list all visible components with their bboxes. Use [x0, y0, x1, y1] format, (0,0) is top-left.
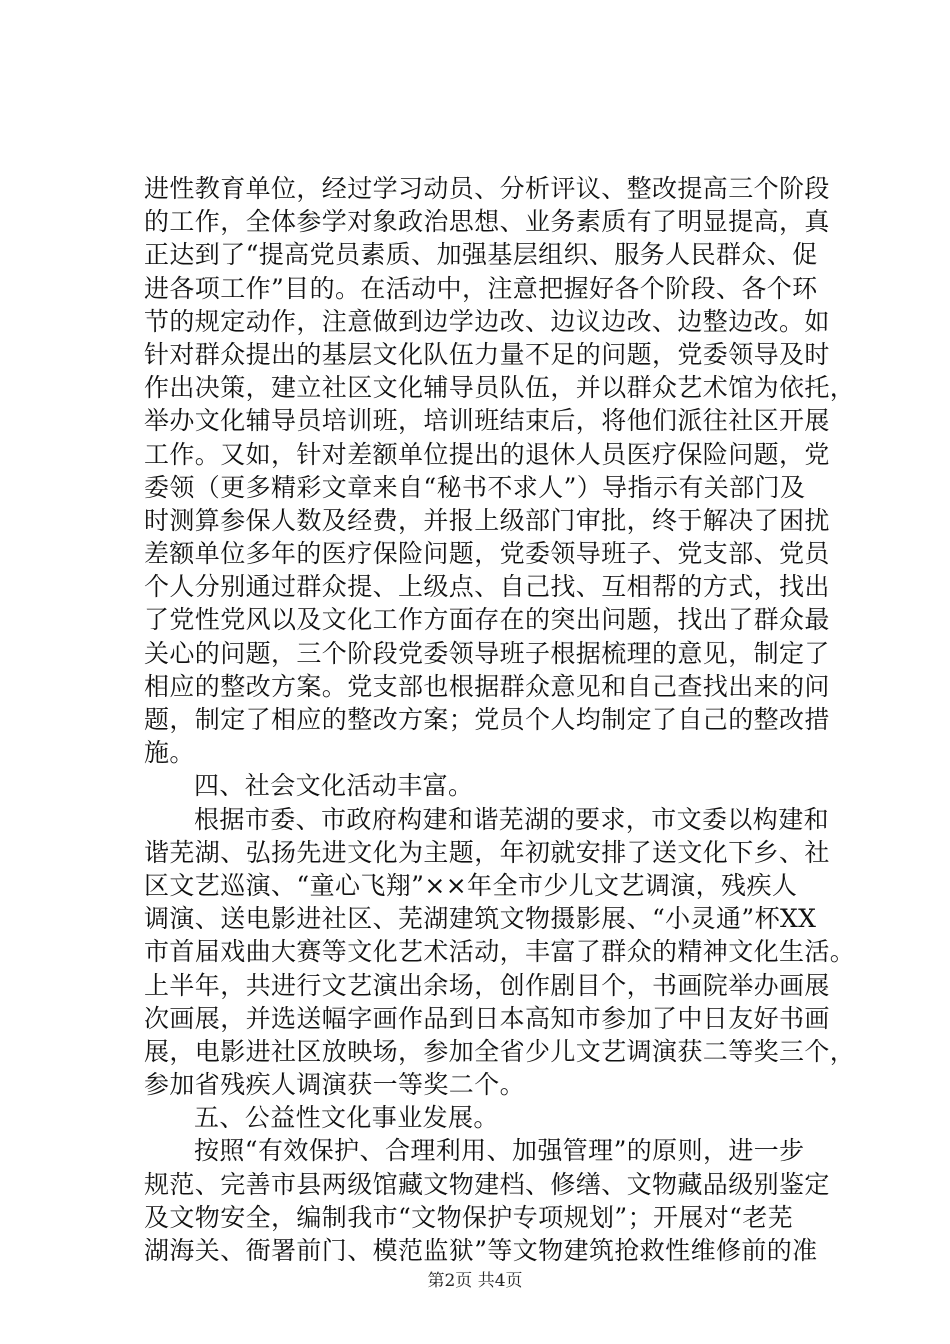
text-line: 节的规定动作，注意做到边学边改、边议边改、边整边改。如: [144, 306, 830, 336]
text-line: 参加省残疾人调演获一等奖二个。: [144, 1070, 526, 1100]
text-line: 按照“有效保护、合理利用、加强管理”的原则，进一步: [194, 1136, 805, 1166]
text-line: 展，电影进社区放映场，参加全省少儿文艺调演获二等奖三个，: [144, 1036, 856, 1066]
text-line: 差额单位多年的医疗保险问题，党委领导班子、党支部、党员: [144, 539, 830, 569]
text-line: 谐芜湖、弘扬先进文化为主题，年初就安排了送文化下乡、社: [144, 837, 830, 867]
text-line: 次画展，并选送幅字画作品到日本高知市参加了中日友好书画: [144, 1003, 830, 1033]
text-line: 时测算参保人数及经费，并报上级部门审批，终于解决了困扰: [144, 505, 830, 535]
text-line: 进各项工作”目的。在活动中，注意把握好各个阶段、各个环: [144, 273, 818, 303]
text-line: 调演、送电影进社区、芜湖建筑文物摄影展、“小灵通”杯XX: [144, 904, 817, 934]
text-line: 规范、完善市县两级馆藏文物建档、修缮、文物藏品级别鉴定: [144, 1169, 830, 1199]
text-line: 上半年，共进行文艺演出余场，创作剧目个，书画院举办画展: [144, 970, 830, 1000]
text-line: 湖海关、衙署前门、模范监狱”等文物建筑抢救性维修前的准: [144, 1236, 818, 1265]
section-heading: 四、社会文化活动丰富。: [194, 771, 474, 801]
text-line: 关心的问题，三个阶段党委领导班子根据梳理的意见，制定了: [144, 638, 830, 668]
text-line: 正达到了“提高党员素质、加强基层组织、服务人民群众、促: [144, 240, 818, 270]
text-line: 区文艺巡演、“童心飞翔”××年全市少儿文艺调演，残疾人: [144, 870, 798, 900]
text-line: 工作。又如，针对差额单位提出的退休人员医疗保险问题，党: [144, 439, 830, 469]
section-heading: 五、公益性文化事业发展。: [194, 1103, 499, 1133]
text-line: 针对群众提出的基层文化队伍力量不足的问题，党委领导及时: [144, 339, 830, 369]
text-line: 作出决策，建立社区文化辅导员队伍，并以群众艺术馆为依托，: [144, 373, 856, 403]
text-line: 根据市委、市政府构建和谐芜湖的要求，市文委以构建和: [194, 804, 830, 834]
text-line: 个人分别通过群众提、上级点、自己找、互相帮的方式，找出: [144, 572, 830, 602]
text-line: 举办文化辅导员培训班，培训班结束后，将他们派往社区开展: [144, 406, 830, 436]
document-body: [144, 172, 856, 1267]
text-line: 施。: [144, 738, 195, 768]
text-line: 及文物安全，编制我市“文物保护专项规划”；开展对“老芜: [144, 1202, 794, 1232]
text-line: 题，制定了相应的整改方案；党员个人均制定了自己的整改措: [144, 705, 830, 734]
text-line: 进性教育单位，经过学习动员、分析评议、整改提高三个阶段: [144, 174, 830, 203]
page-number: 第2页 共4页: [427, 1271, 523, 1291]
text-line: 的工作，全体参学对象政治思想、业务素质有了明显提高，真: [144, 207, 830, 237]
text-line: 了党性党风以及文化工作方面存在的突出问题，找出了群众最: [144, 605, 830, 635]
text-line: 委领（更多精彩文章来自“秘书不求人”）导指示有关部门及: [144, 472, 806, 502]
text-line: 市首届戏曲大赛等文化艺术活动，丰富了群众的精神文化生活。: [144, 937, 856, 967]
text-line: 相应的整改方案。党支部也根据群众意见和自己查找出来的问: [144, 671, 830, 701]
page-footer: [0, 1271, 950, 1291]
